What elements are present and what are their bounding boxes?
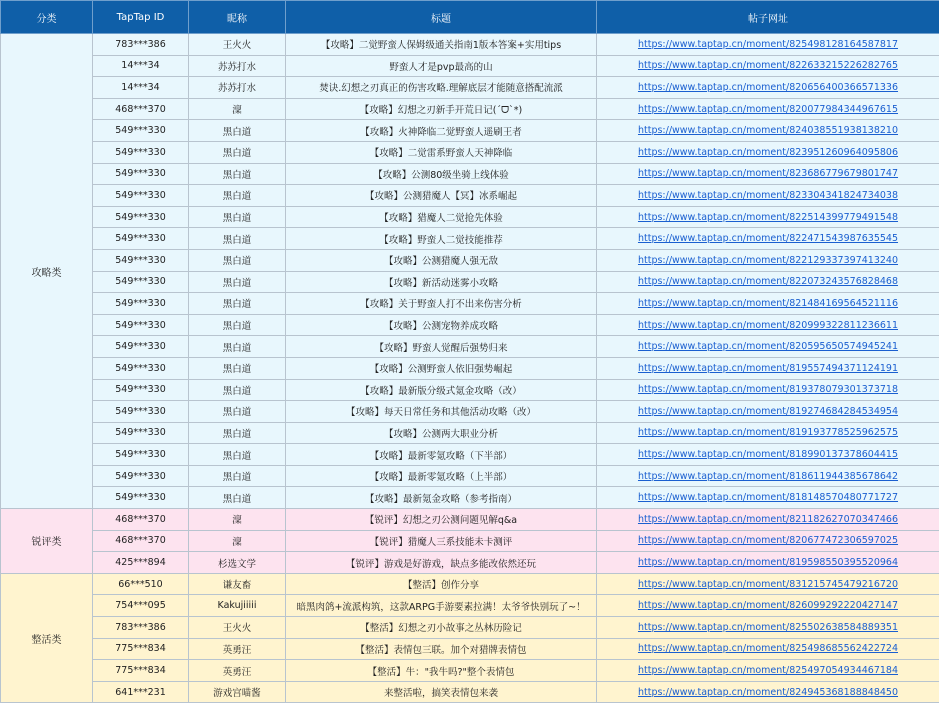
title-cell: 【攻略】公测宠物养成攻略 <box>286 314 597 336</box>
post-link[interactable]: https://www.taptap.cn/moment/823686779679801747 <box>637 168 899 180</box>
id-cell: 549***330 <box>93 379 189 401</box>
title-cell: 【攻略】公测猎魔人【冥】冰系崛起 <box>286 185 597 207</box>
nickname-cell: 黑白道 <box>189 293 286 315</box>
table-row <box>1 55 939 77</box>
post-link[interactable]: https://www.taptap.cn/moment/831215745479216720 <box>637 578 899 590</box>
table-row <box>1 314 939 336</box>
url-cell <box>597 314 939 336</box>
table-row <box>1 509 939 531</box>
url-cell <box>597 77 939 99</box>
post-link[interactable]: https://www.taptap.cn/moment/822514399779491548 <box>637 211 899 223</box>
id-cell: 783***386 <box>93 34 189 56</box>
post-link[interactable]: https://www.taptap.cn/moment/818611944385678642 <box>637 470 899 482</box>
nickname-cell: 杉选文学 <box>189 552 286 574</box>
url-cell <box>597 379 939 401</box>
nickname-cell: 黑白道 <box>189 465 286 487</box>
url-cell <box>597 444 939 466</box>
title-cell: 【攻略】最新零氪攻略（下半部） <box>286 444 597 466</box>
id-cell: 468***370 <box>93 98 189 120</box>
category-cell: 整活类 <box>1 573 93 703</box>
nickname-cell: 游戏宫喵酱 <box>189 681 286 703</box>
title-cell: 暗黑肉鸽+流派构筑，这款ARPG手游要素拉满！太爷爷快别玩了~！ <box>286 595 597 617</box>
nickname-cell: 澟 <box>189 98 286 120</box>
id-cell: 783***386 <box>93 617 189 639</box>
nickname-cell: 黑白道 <box>189 422 286 444</box>
table-row <box>1 638 939 660</box>
table-row <box>1 185 939 207</box>
header-category[interactable]: 分类 <box>1 1 93 34</box>
title-cell: 【攻略】火神降临二觉野蛮人遥刷王者 <box>286 120 597 142</box>
url-cell <box>597 552 939 574</box>
url-cell <box>597 98 939 120</box>
title-cell: 【攻略】公测两大职业分析 <box>286 422 597 444</box>
post-link[interactable]: https://www.taptap.cn/moment/819378079301373718 <box>637 384 899 396</box>
post-link[interactable]: https://www.taptap.cn/moment/826099292220427147 <box>637 600 899 612</box>
url-cell <box>597 206 939 228</box>
title-cell: 【攻略】野蛮人二觉技能推荐 <box>286 228 597 250</box>
id-cell: 468***370 <box>93 509 189 531</box>
table-row <box>1 357 939 379</box>
nickname-cell: 黑白道 <box>189 271 286 293</box>
table-row <box>1 77 939 99</box>
nickname-cell: 黑白道 <box>189 401 286 423</box>
post-link[interactable]: https://www.taptap.cn/moment/825497054934467184 <box>637 665 899 677</box>
id-cell: 66***510 <box>93 573 189 595</box>
url-cell <box>597 34 939 56</box>
table-row <box>1 444 939 466</box>
table-row <box>1 206 939 228</box>
url-cell <box>597 465 939 487</box>
post-link[interactable]: https://www.taptap.cn/moment/821182627070347466 <box>637 513 899 525</box>
title-cell: 【锐评】猎魔人三系技能未卡测评 <box>286 530 597 552</box>
url-cell <box>597 163 939 185</box>
table-row <box>1 120 939 142</box>
id-cell: 549***330 <box>93 314 189 336</box>
table-row <box>1 228 939 250</box>
header-taptap-id[interactable]: TapTap ID <box>93 1 189 34</box>
nickname-cell: 黑白道 <box>189 206 286 228</box>
title-cell: 【攻略】公测猎魔人强无敌 <box>286 249 597 271</box>
nickname-cell: 英勇汪 <box>189 660 286 682</box>
post-link[interactable]: https://www.taptap.cn/moment/821484169564521116 <box>637 297 899 309</box>
nickname-cell: 黑白道 <box>189 336 286 358</box>
header-title[interactable]: 标题 <box>286 1 597 34</box>
url-cell <box>597 595 939 617</box>
table-row <box>1 379 939 401</box>
nickname-cell: 黑白道 <box>189 444 286 466</box>
table-row <box>1 163 939 185</box>
nickname-cell: 谦友畜 <box>189 573 286 595</box>
id-cell: 549***330 <box>93 336 189 358</box>
post-link[interactable]: https://www.taptap.cn/moment/820077984344967615 <box>637 103 899 115</box>
table-row <box>1 573 939 595</box>
table-row <box>1 530 939 552</box>
nickname-cell: Kakujiiiii <box>189 595 286 617</box>
post-link[interactable]: https://www.taptap.cn/moment/820595650574945241 <box>637 341 899 353</box>
url-cell <box>597 681 939 703</box>
nickname-cell: 黑白道 <box>189 249 286 271</box>
post-link[interactable]: https://www.taptap.cn/moment/819557494371124191 <box>637 362 899 374</box>
post-link[interactable]: https://www.taptap.cn/moment/818990137378604415 <box>637 449 899 461</box>
title-cell: 【锐评】幻想之刃公测问题见解q&a <box>286 509 597 531</box>
table-row <box>1 98 939 120</box>
id-cell: 425***894 <box>93 552 189 574</box>
post-link[interactable]: https://www.taptap.cn/moment/822471543987635545 <box>637 233 899 245</box>
post-link[interactable]: https://www.taptap.cn/moment/820677472306597025 <box>637 535 899 547</box>
id-cell: 14***34 <box>93 55 189 77</box>
post-link[interactable]: https://www.taptap.cn/moment/819193778525962575 <box>637 427 899 439</box>
title-cell: 【攻略】关于野蛮人打不出来伤害分析 <box>286 293 597 315</box>
title-cell: 【攻略】公测野蛮人依旧强势崛起 <box>286 357 597 379</box>
id-cell: 549***330 <box>93 487 189 509</box>
title-cell: 【攻略】最新版分级式氪金攻略（改） <box>286 379 597 401</box>
url-cell <box>597 293 939 315</box>
nickname-cell: 王火火 <box>189 34 286 56</box>
table-body <box>1 34 939 703</box>
nickname-cell: 黑白道 <box>189 379 286 401</box>
url-cell <box>597 120 939 142</box>
url-cell <box>597 638 939 660</box>
url-cell <box>597 422 939 444</box>
title-cell: 【锐评】游戏是好游戏，缺点多能改依然还玩 <box>286 552 597 574</box>
id-cell: 775***834 <box>93 660 189 682</box>
title-cell: 【整活】表情包三联。加个对猎牌表情包 <box>286 638 597 660</box>
id-cell: 549***330 <box>93 120 189 142</box>
nickname-cell: 黑白道 <box>189 487 286 509</box>
title-cell: 【攻略】最新零氪攻略（上半部） <box>286 465 597 487</box>
title-cell: 【攻略】二觉野蛮人保姆级通关指南1版本答案+实用tips <box>286 34 597 56</box>
post-link[interactable]: https://www.taptap.cn/moment/820656400366571336 <box>637 81 899 93</box>
url-cell <box>597 660 939 682</box>
url-cell <box>597 530 939 552</box>
table-row <box>1 487 939 509</box>
post-link[interactable]: https://www.taptap.cn/moment/822633215226282765 <box>637 60 899 72</box>
id-cell: 754***095 <box>93 595 189 617</box>
nickname-cell: 澟 <box>189 530 286 552</box>
url-cell <box>597 141 939 163</box>
nickname-cell: 苏苏打水 <box>189 77 286 99</box>
table-row <box>1 141 939 163</box>
id-cell: 549***330 <box>93 206 189 228</box>
post-link[interactable]: https://www.taptap.cn/moment/825498685562422724 <box>637 643 899 655</box>
post-link[interactable]: https://www.taptap.cn/moment/822129337397413240 <box>637 254 899 266</box>
id-cell: 549***330 <box>93 444 189 466</box>
post-link[interactable]: https://www.taptap.cn/moment/820999322811236611 <box>637 319 899 331</box>
table-row <box>1 271 939 293</box>
post-link[interactable]: https://www.taptap.cn/moment/819274684284534954 <box>637 405 899 417</box>
category-cell: 攻略类 <box>1 34 93 509</box>
url-cell <box>597 573 939 595</box>
url-cell <box>597 401 939 423</box>
table-row <box>1 465 939 487</box>
table-row <box>1 681 939 703</box>
id-cell: 468***370 <box>93 530 189 552</box>
title-cell: 【攻略】每天日常任务和其他活动攻略（改） <box>286 401 597 423</box>
nickname-cell: 黑白道 <box>189 314 286 336</box>
category-cell: 锐评类 <box>1 509 93 574</box>
nickname-cell: 澟 <box>189 509 286 531</box>
id-cell: 549***330 <box>93 401 189 423</box>
title-cell: 【攻略】野蛮人觉醒后强势归来 <box>286 336 597 358</box>
title-cell: 【攻略】新活动迷雾小攻略 <box>286 271 597 293</box>
post-link[interactable]: https://www.taptap.cn/moment/818148570480771727 <box>637 492 899 504</box>
id-cell: 549***330 <box>93 293 189 315</box>
nickname-cell: 黑白道 <box>189 357 286 379</box>
title-cell: 来整活啦，搞笑表情包来袭 <box>286 681 597 703</box>
url-cell <box>597 336 939 358</box>
id-cell: 549***330 <box>93 141 189 163</box>
title-cell: 焚诀.幻想之刃真正的伤害攻略.理解底层才能随意搭配流派 <box>286 77 597 99</box>
nickname-cell: 王火火 <box>189 617 286 639</box>
table-row <box>1 595 939 617</box>
nickname-cell: 黑白道 <box>189 141 286 163</box>
title-cell: 【整活】幻想之刃小故事之丛林历险记 <box>286 617 597 639</box>
id-cell: 549***330 <box>93 465 189 487</box>
title-cell: 【攻略】猎魔人二觉抢先体验 <box>286 206 597 228</box>
nickname-cell: 黑白道 <box>189 120 286 142</box>
post-link[interactable]: https://www.taptap.cn/moment/824038551938138210 <box>637 125 899 137</box>
title-cell: 【整活】创作分享 <box>286 573 597 595</box>
post-link[interactable]: https://www.taptap.cn/moment/822073243576828468 <box>637 276 899 288</box>
nickname-cell: 苏苏打水 <box>189 55 286 77</box>
id-cell: 549***330 <box>93 228 189 250</box>
id-cell: 775***834 <box>93 638 189 660</box>
table-row <box>1 293 939 315</box>
id-cell: 641***231 <box>93 681 189 703</box>
table-row <box>1 249 939 271</box>
url-cell <box>597 357 939 379</box>
url-cell <box>597 487 939 509</box>
url-cell <box>597 617 939 639</box>
table-row <box>1 660 939 682</box>
id-cell: 549***330 <box>93 357 189 379</box>
post-link[interactable]: https://www.taptap.cn/moment/825498128164587817 <box>637 38 899 50</box>
url-cell <box>597 509 939 531</box>
nickname-cell: 黑白道 <box>189 228 286 250</box>
title-cell: 【攻略】公测80级坐骑上线体验 <box>286 163 597 185</box>
nickname-cell: 黑白道 <box>189 163 286 185</box>
id-cell: 549***330 <box>93 422 189 444</box>
id-cell: 549***330 <box>93 185 189 207</box>
header-row <box>1 1 939 34</box>
url-cell <box>597 271 939 293</box>
table-row <box>1 617 939 639</box>
post-link[interactable]: https://www.taptap.cn/moment/825502638584889351 <box>637 621 899 633</box>
id-cell: 14***34 <box>93 77 189 99</box>
nickname-cell: 英勇汪 <box>189 638 286 660</box>
title-cell: 【整活】牛："我牛吗?"整个表情包 <box>286 660 597 682</box>
table-row <box>1 401 939 423</box>
id-cell: 549***330 <box>93 163 189 185</box>
url-cell <box>597 249 939 271</box>
url-cell <box>597 185 939 207</box>
id-cell: 549***330 <box>93 249 189 271</box>
header-nickname[interactable]: 昵称 <box>189 1 286 34</box>
post-link[interactable]: https://www.taptap.cn/moment/823951260964095806 <box>637 146 899 158</box>
nickname-cell: 黑白道 <box>189 185 286 207</box>
title-cell: 【攻略】最新氪金攻略（参考指南） <box>286 487 597 509</box>
id-cell: 549***330 <box>93 271 189 293</box>
table-row <box>1 336 939 358</box>
title-cell: 野蛮人才是pvp最高的山 <box>286 55 597 77</box>
header-url[interactable]: 帖子网址 <box>597 1 939 34</box>
url-cell <box>597 228 939 250</box>
post-link[interactable]: https://www.taptap.cn/moment/823304341824734038 <box>637 189 899 201</box>
table-row <box>1 34 939 56</box>
post-link[interactable]: https://www.taptap.cn/moment/824945368188848450 <box>637 686 899 698</box>
title-cell: 【攻略】幻想之刃新手开荒日记(ˊᗜˋ*) <box>286 98 597 120</box>
title-cell: 【攻略】二觉雷系野蛮人天神降临 <box>286 141 597 163</box>
post-link[interactable]: https://www.taptap.cn/moment/819598550395520964 <box>637 557 899 569</box>
table-row <box>1 422 939 444</box>
url-cell <box>597 55 939 77</box>
table-row <box>1 552 939 574</box>
